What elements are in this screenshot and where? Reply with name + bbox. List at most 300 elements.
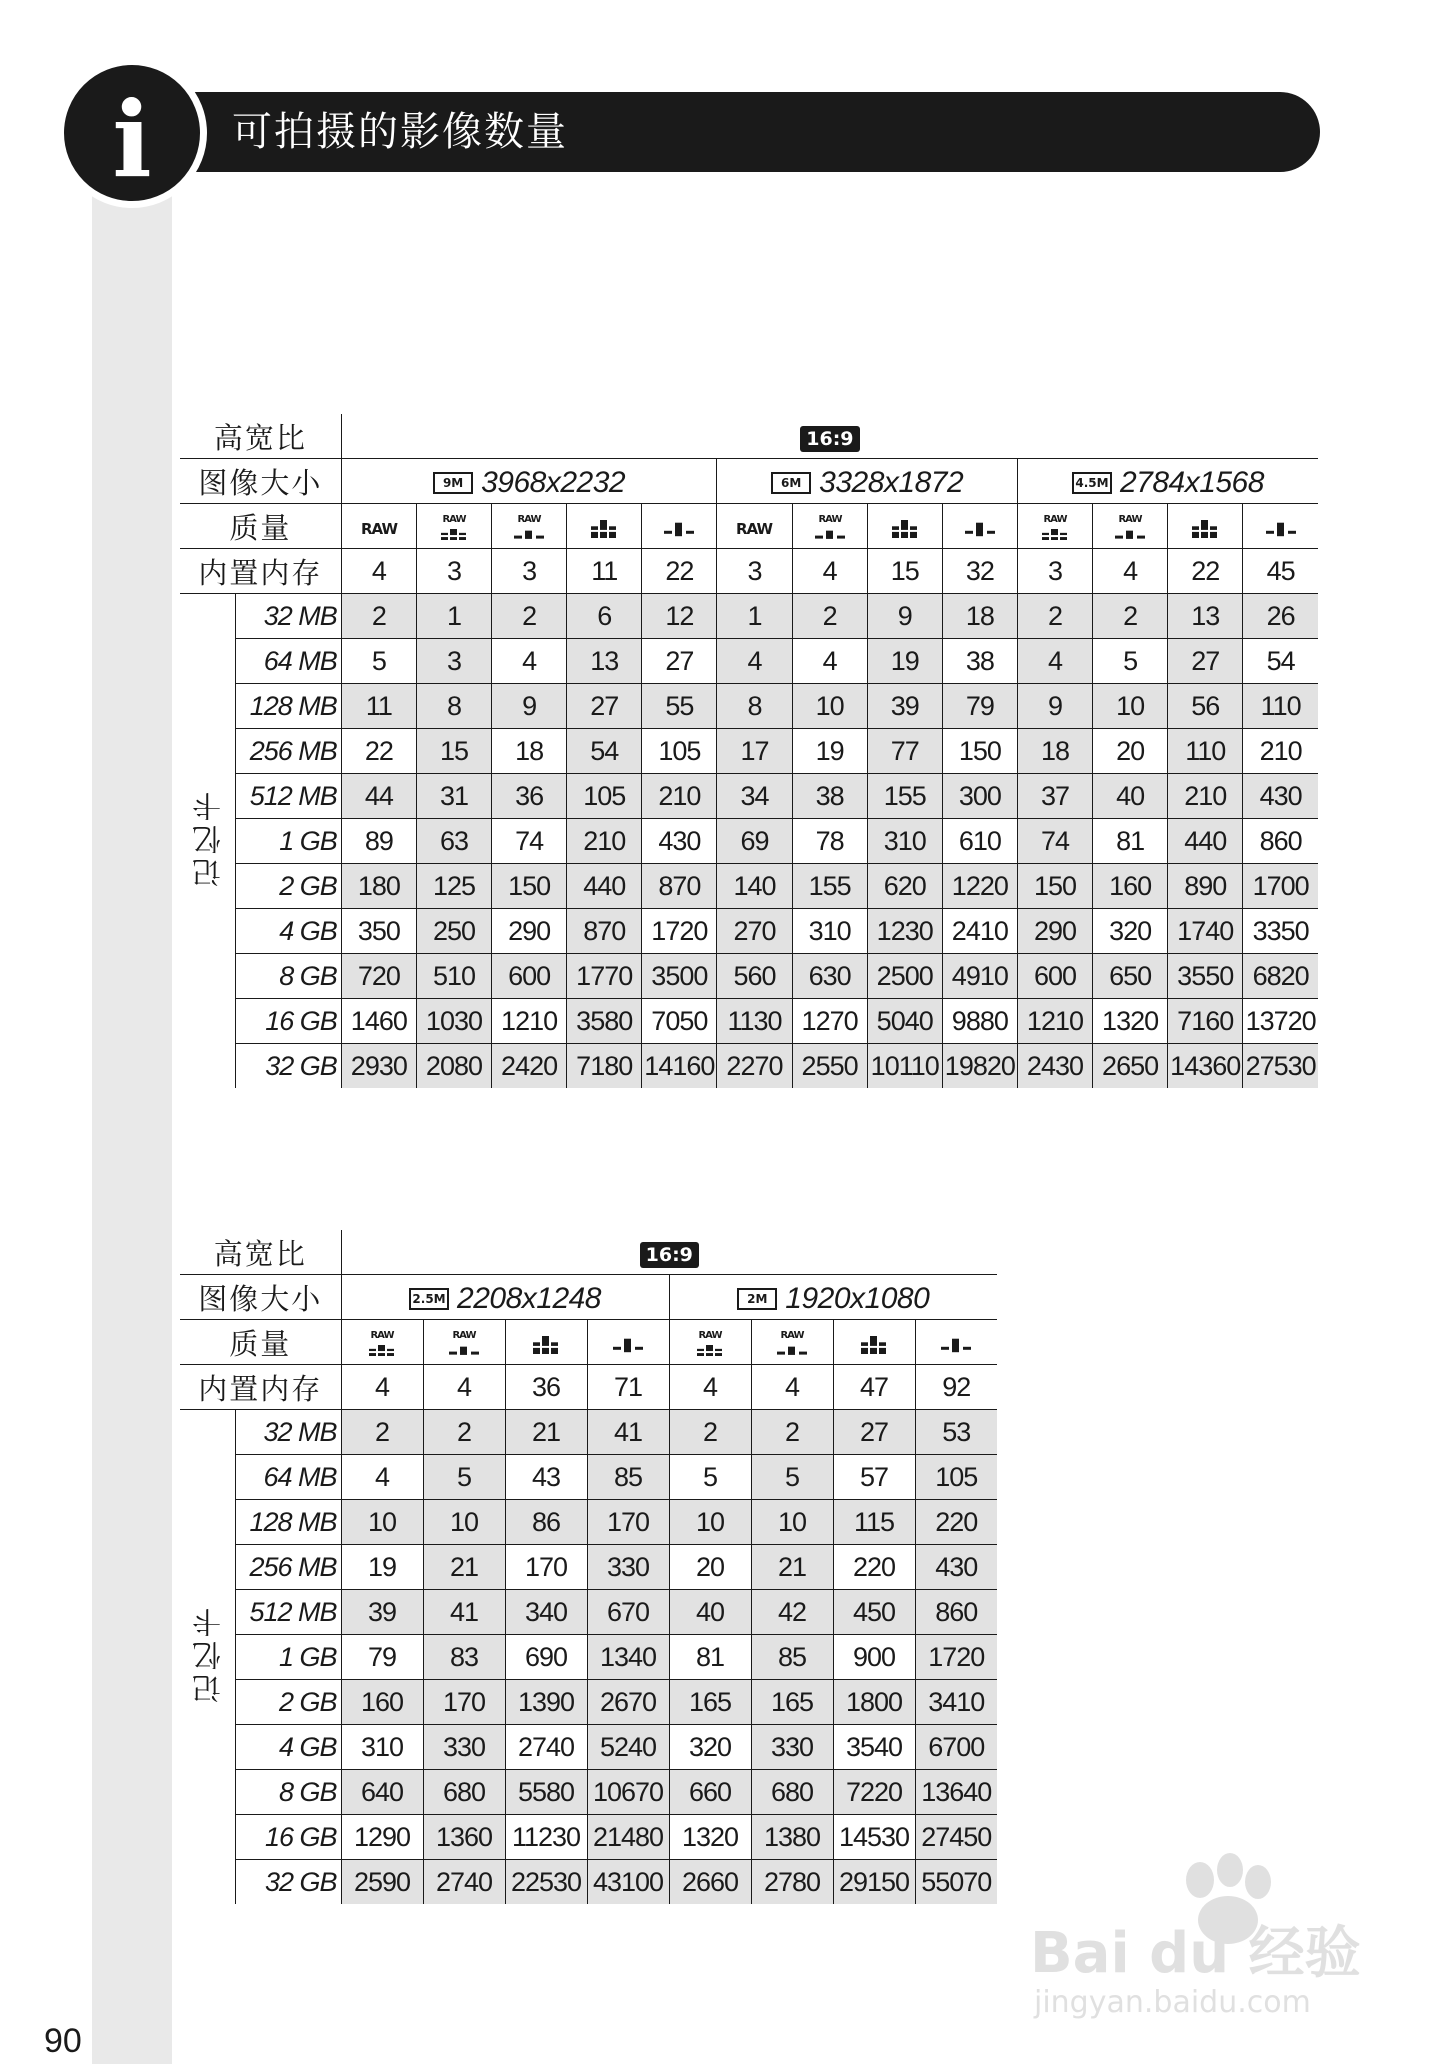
card-value: 85 (587, 1455, 669, 1500)
card-size: 32 GB (235, 1044, 341, 1089)
svg-text:RAW: RAW (736, 519, 773, 538)
card-value: 340 (505, 1590, 587, 1635)
card-value: 450 (833, 1590, 915, 1635)
card-value: 2650 (1093, 1044, 1168, 1089)
card-value: 3 (416, 639, 491, 684)
card-size: 128 MB (235, 1500, 341, 1545)
internal-memory-value: 3 (492, 549, 567, 594)
card-value: 3350 (1243, 909, 1318, 954)
info-icon (57, 58, 207, 208)
card-value: 860 (1243, 819, 1318, 864)
card-size: 512 MB (235, 1590, 341, 1635)
resolution-group (1072, 466, 1264, 500)
image-size-row (180, 1275, 997, 1320)
card-value: 69 (717, 819, 792, 864)
card-value: 1230 (867, 909, 942, 954)
card-value: 37 (1017, 774, 1092, 819)
card-value: 440 (567, 864, 642, 909)
card-size: 16 GB (235, 1815, 341, 1860)
card-row (180, 1860, 997, 1905)
card-value: 890 (1168, 864, 1243, 909)
card-value: 310 (792, 909, 867, 954)
card-value: 41 (423, 1590, 505, 1635)
card-value: 17 (717, 729, 792, 774)
resolution-text: 1920x1080 (785, 1281, 930, 1315)
card-value: 160 (1093, 864, 1168, 909)
card-size: 32 MB (235, 1410, 341, 1455)
card-value: 1380 (751, 1815, 833, 1860)
quality-label: 质量 (180, 504, 341, 549)
internal-memory-value: 4 (751, 1365, 833, 1410)
internal-memory-value: 15 (867, 549, 942, 594)
raw-fine-icon (435, 512, 473, 542)
image-size-icon: 9M (433, 472, 473, 494)
resolution-cell (669, 1275, 997, 1320)
card-value: 27530 (1243, 1044, 1318, 1089)
internal-memory-value: 32 (942, 549, 1017, 594)
card-row (180, 1455, 997, 1500)
card-value: 3580 (567, 999, 642, 1044)
card-value: 7160 (1168, 999, 1243, 1044)
internal-memory-value: 4 (341, 1365, 423, 1410)
card-value: 39 (867, 684, 942, 729)
fine-icon (1186, 512, 1224, 542)
card-value: 115 (833, 1500, 915, 1545)
card-value: 3550 (1168, 954, 1243, 999)
card-value: 6700 (915, 1725, 997, 1770)
card-value: 79 (341, 1635, 423, 1680)
internal-memory-value: 71 (587, 1365, 669, 1410)
card-value: 43100 (587, 1860, 669, 1905)
card-value: 1700 (1243, 864, 1318, 909)
image-size-label: 图像大小 (180, 1275, 341, 1320)
normal-icon (961, 512, 999, 542)
raw-normal-icon (1111, 512, 1149, 542)
card-value: 1290 (341, 1815, 423, 1860)
raw-icon (360, 512, 398, 542)
card-value: 430 (915, 1545, 997, 1590)
watermark-url: jingyan.baidu.com (1034, 1985, 1311, 2020)
card-size: 2 GB (235, 864, 341, 909)
card-value: 10 (341, 1500, 423, 1545)
svg-text:RAW: RAW (1118, 513, 1142, 525)
fine-icon (527, 1328, 565, 1358)
raw-fine-icon (363, 1328, 401, 1358)
card-value: 510 (416, 954, 491, 999)
card-value: 610 (942, 819, 1017, 864)
card-value: 210 (567, 819, 642, 864)
fine-icon (855, 1328, 893, 1358)
card-value: 600 (492, 954, 567, 999)
resolution-cell (341, 1275, 669, 1320)
card-value: 41 (587, 1410, 669, 1455)
card-value: 2 (792, 594, 867, 639)
watermark (1030, 1840, 1400, 2020)
card-row (180, 1410, 997, 1455)
card-size: 512 MB (235, 774, 341, 819)
card-value: 600 (1017, 954, 1092, 999)
resolution-cell (1017, 459, 1318, 504)
resolution-cell (341, 459, 717, 504)
quality-row (180, 1320, 997, 1365)
card-value: 660 (669, 1770, 751, 1815)
quality-cell (423, 1320, 505, 1365)
internal-memory-row (180, 1365, 997, 1410)
card-value: 9 (867, 594, 942, 639)
resolution-group (433, 466, 625, 500)
card-value: 5240 (587, 1725, 669, 1770)
card-value: 125 (416, 864, 491, 909)
card-value: 310 (867, 819, 942, 864)
card-value: 140 (717, 864, 792, 909)
internal-memory-value: 4 (1093, 549, 1168, 594)
image-size-label: 图像大小 (180, 459, 341, 504)
card-value: 1320 (1093, 999, 1168, 1044)
card-value: 900 (833, 1635, 915, 1680)
card-value: 870 (642, 864, 717, 909)
card-value: 1720 (915, 1635, 997, 1680)
card-row (180, 864, 1318, 909)
card-value: 4 (717, 639, 792, 684)
internal-memory-value: 3 (717, 549, 792, 594)
card-value: 170 (587, 1500, 669, 1545)
quality-cell (833, 1320, 915, 1365)
card-value: 22 (341, 729, 416, 774)
card-row (180, 1044, 1318, 1089)
quality-row (180, 504, 1318, 549)
card-value: 10 (751, 1500, 833, 1545)
card-value: 620 (867, 864, 942, 909)
card-value: 14360 (1168, 1044, 1243, 1089)
card-value: 2 (492, 594, 567, 639)
card-value: 1210 (492, 999, 567, 1044)
card-value: 77 (867, 729, 942, 774)
card-value: 13 (567, 639, 642, 684)
card-value: 86 (505, 1500, 587, 1545)
card-value: 3540 (833, 1725, 915, 1770)
card-value: 150 (1017, 864, 1092, 909)
card-size: 64 MB (235, 639, 341, 684)
internal-memory-value: 22 (642, 549, 717, 594)
card-value: 74 (492, 819, 567, 864)
internal-memory-value: 22 (1168, 549, 1243, 594)
card-value: 320 (1093, 909, 1168, 954)
card-value: 38 (942, 639, 1017, 684)
card-value: 4 (1017, 639, 1092, 684)
card-value: 8 (416, 684, 491, 729)
quality-cell (942, 504, 1017, 549)
card-value: 27 (1168, 639, 1243, 684)
card-value: 15 (416, 729, 491, 774)
svg-text:RAW: RAW (698, 1329, 722, 1341)
card-value: 670 (587, 1590, 669, 1635)
card-value: 9 (492, 684, 567, 729)
card-value: 78 (792, 819, 867, 864)
resolution-group (409, 1282, 601, 1316)
quality-cell (1017, 504, 1092, 549)
internal-memory-value: 36 (505, 1365, 587, 1410)
card-size: 32 GB (235, 1860, 341, 1905)
card-value: 680 (751, 1770, 833, 1815)
internal-memory-value: 45 (1243, 549, 1318, 594)
internal-memory-label: 内置内存 (180, 549, 341, 594)
image-size-row (180, 459, 1318, 504)
normal-icon (609, 1328, 647, 1358)
card-value: 2780 (751, 1860, 833, 1905)
card-value: 2670 (587, 1680, 669, 1725)
card-row (180, 909, 1318, 954)
card-value: 13 (1168, 594, 1243, 639)
card-value: 11230 (505, 1815, 587, 1860)
card-value: 1 (416, 594, 491, 639)
card-value: 12 (642, 594, 717, 639)
internal-memory-value: 11 (567, 549, 642, 594)
card-value: 19 (792, 729, 867, 774)
card-value: 290 (1017, 909, 1092, 954)
resolution-text: 3968x2232 (481, 465, 626, 499)
card-value: 13640 (915, 1770, 997, 1815)
aspect-ratio-cell (341, 1230, 997, 1275)
card-value: 19820 (942, 1044, 1017, 1089)
capacity-table-1 (180, 414, 1318, 1088)
card-value: 290 (492, 909, 567, 954)
card-value: 7220 (833, 1770, 915, 1815)
card-value: 2590 (341, 1860, 423, 1905)
card-size: 1 GB (235, 1635, 341, 1680)
card-size: 8 GB (235, 954, 341, 999)
quality-cell (1168, 504, 1243, 549)
card-value: 2430 (1017, 1044, 1092, 1089)
card-size: 128 MB (235, 684, 341, 729)
raw-normal-icon (510, 512, 548, 542)
card-value: 150 (942, 729, 1017, 774)
card-value: 2930 (341, 1044, 416, 1089)
card-value: 20 (669, 1545, 751, 1590)
card-value: 110 (1243, 684, 1318, 729)
image-size-icon: 2M (737, 1288, 777, 1310)
info-letter: i (112, 78, 152, 201)
card-value: 560 (717, 954, 792, 999)
card-value: 430 (1243, 774, 1318, 819)
card-value: 690 (505, 1635, 587, 1680)
quality-cell (341, 1320, 423, 1365)
card-value: 7180 (567, 1044, 642, 1089)
aspect-ratio-icon: 16:9 (640, 1242, 699, 1268)
quality-cell (567, 504, 642, 549)
resolution-text: 2208x1248 (457, 1281, 601, 1315)
card-value: 5 (751, 1455, 833, 1500)
card-value: 8 (717, 684, 792, 729)
card-value: 5 (423, 1455, 505, 1500)
resolution-text: 3328x1872 (819, 465, 964, 499)
card-value: 26 (1243, 594, 1318, 639)
card-value: 40 (669, 1590, 751, 1635)
card-value: 210 (642, 774, 717, 819)
internal-memory-value: 92 (915, 1365, 997, 1410)
card-value: 10670 (587, 1770, 669, 1815)
card-value: 150 (492, 864, 567, 909)
svg-text:RAW: RAW (370, 1329, 394, 1341)
card-value: 14160 (642, 1044, 717, 1089)
card-value: 6 (567, 594, 642, 639)
card-size: 32 MB (235, 594, 341, 639)
memory-card-label-text: 记忆卡 (190, 1604, 225, 1703)
card-value: 18 (942, 594, 1017, 639)
card-value: 39 (341, 1590, 423, 1635)
card-value: 180 (341, 864, 416, 909)
card-value: 27 (642, 639, 717, 684)
internal-memory-row (180, 549, 1318, 594)
card-value: 650 (1093, 954, 1168, 999)
internal-memory-value: 4 (423, 1365, 505, 1410)
card-value: 54 (567, 729, 642, 774)
card-value: 22530 (505, 1860, 587, 1905)
card-value: 250 (416, 909, 491, 954)
card-value: 1720 (642, 909, 717, 954)
card-value: 1740 (1168, 909, 1243, 954)
card-value: 1800 (833, 1680, 915, 1725)
card-value: 21480 (587, 1815, 669, 1860)
card-value: 9880 (942, 999, 1017, 1044)
card-value: 18 (492, 729, 567, 774)
card-value: 1390 (505, 1680, 587, 1725)
card-value: 210 (1168, 774, 1243, 819)
quality-cell (505, 1320, 587, 1365)
quality-cell (867, 504, 942, 549)
quality-cell (642, 504, 717, 549)
card-value: 21 (751, 1545, 833, 1590)
internal-memory-value: 4 (669, 1365, 751, 1410)
image-size-icon: 4.5M (1072, 472, 1112, 494)
capacity-table-2 (180, 1230, 997, 1904)
raw-normal-icon (811, 512, 849, 542)
card-value: 350 (341, 909, 416, 954)
quality-label: 质量 (180, 1320, 341, 1365)
card-value: 330 (751, 1725, 833, 1770)
card-value: 160 (341, 1680, 423, 1725)
card-value: 63 (416, 819, 491, 864)
resolution-group (771, 466, 963, 500)
card-value: 81 (669, 1635, 751, 1680)
card-value: 320 (669, 1725, 751, 1770)
card-value: 2740 (423, 1860, 505, 1905)
card-value: 4 (341, 1455, 423, 1500)
card-value: 4 (792, 639, 867, 684)
card-value: 55070 (915, 1860, 997, 1905)
quality-cell (792, 504, 867, 549)
card-value: 1030 (416, 999, 491, 1044)
card-value: 10 (1093, 684, 1168, 729)
card-value: 3410 (915, 1680, 997, 1725)
quality-cell (492, 504, 567, 549)
resolution-text: 2784x1568 (1119, 465, 1264, 499)
card-value: 105 (567, 774, 642, 819)
card-value: 10 (423, 1500, 505, 1545)
card-value: 300 (942, 774, 1017, 819)
card-value: 270 (717, 909, 792, 954)
card-value: 630 (792, 954, 867, 999)
card-value: 14530 (833, 1815, 915, 1860)
card-value: 19 (867, 639, 942, 684)
card-value: 4 (492, 639, 567, 684)
card-value: 2270 (717, 1044, 792, 1089)
card-value: 2 (1017, 594, 1092, 639)
card-value: 81 (1093, 819, 1168, 864)
fine-icon (886, 512, 924, 542)
internal-memory-value: 47 (833, 1365, 915, 1410)
quality-cell (341, 504, 416, 549)
card-value: 83 (423, 1635, 505, 1680)
card-value: 640 (341, 1770, 423, 1815)
card-value: 310 (341, 1725, 423, 1770)
card-row (180, 1680, 997, 1725)
card-value: 5 (669, 1455, 751, 1500)
card-size: 8 GB (235, 1770, 341, 1815)
aspect-ratio-icon: 16:9 (800, 426, 859, 452)
card-value: 1210 (1017, 999, 1092, 1044)
card-value: 5 (1093, 639, 1168, 684)
svg-text:RAW: RAW (517, 513, 541, 525)
card-value: 1340 (587, 1635, 669, 1680)
memory-card-label (180, 594, 235, 1089)
card-value: 74 (1017, 819, 1092, 864)
card-value: 165 (751, 1680, 833, 1725)
card-value: 2410 (942, 909, 1017, 954)
aspect-ratio-cell (341, 414, 1318, 459)
card-value: 440 (1168, 819, 1243, 864)
aspect-ratio-row (180, 1230, 997, 1275)
card-value: 2 (1093, 594, 1168, 639)
quality-cell (717, 504, 792, 549)
page-number: 90 (44, 2022, 82, 2060)
fine-icon (585, 512, 623, 542)
card-row (180, 954, 1318, 999)
quality-cell (1243, 504, 1318, 549)
watermark-brand: Bai du 经验 (1030, 1921, 1361, 1986)
svg-text:RAW: RAW (442, 513, 466, 525)
card-row (180, 729, 1318, 774)
card-value: 210 (1243, 729, 1318, 774)
card-value: 105 (915, 1455, 997, 1500)
card-row (180, 819, 1318, 864)
quality-cell (587, 1320, 669, 1365)
card-value: 20 (1093, 729, 1168, 774)
card-value: 5040 (867, 999, 942, 1044)
card-value: 89 (341, 819, 416, 864)
card-value: 6820 (1243, 954, 1318, 999)
svg-text:RAW: RAW (452, 1329, 476, 1341)
card-row (180, 999, 1318, 1044)
quality-cell (416, 504, 491, 549)
card-value: 330 (587, 1545, 669, 1590)
quality-cell (915, 1320, 997, 1365)
raw-icon (735, 512, 773, 542)
card-row (180, 1725, 997, 1770)
card-value: 170 (423, 1680, 505, 1725)
card-value: 27 (567, 684, 642, 729)
card-value: 870 (567, 909, 642, 954)
card-row (180, 774, 1318, 819)
card-size: 64 MB (235, 1455, 341, 1500)
image-size-icon: 6M (771, 472, 811, 494)
svg-text:RAW: RAW (1043, 513, 1067, 525)
card-value: 54 (1243, 639, 1318, 684)
normal-icon (937, 1328, 975, 1358)
card-value: 1270 (792, 999, 867, 1044)
aspect-label: 高宽比 (180, 1230, 341, 1275)
card-value: 2660 (669, 1860, 751, 1905)
card-value: 57 (833, 1455, 915, 1500)
